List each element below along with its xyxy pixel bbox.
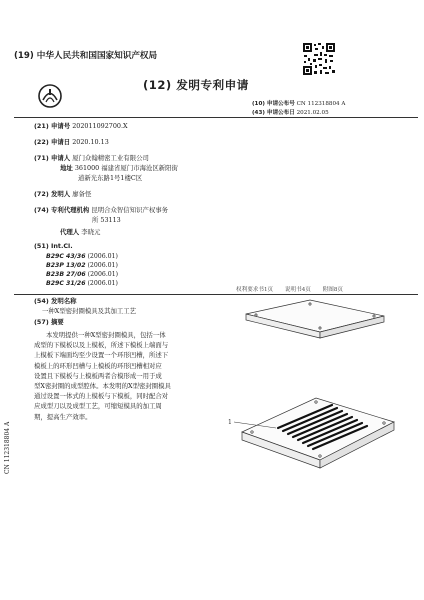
applicant <box>34 154 149 163</box>
document-type: (12) 发明专利申请 <box>143 78 249 92</box>
classification-row <box>46 253 118 260</box>
inventor-value: 廖备怪 <box>72 190 92 198</box>
agent-value: 李晓元 <box>81 228 101 236</box>
abstract-line: 本发明提供一种X型密封圈模具，包括一体 <box>46 331 166 339</box>
publication-number <box>252 99 345 107</box>
classification-date: (2006.01) <box>87 253 118 260</box>
address-label: 地址 <box>60 164 73 172</box>
abstract-line: 型X密封圈的成型腔体。本发明的X型密封圈模具 <box>34 382 171 391</box>
abstract-label: (57) 摘要 <box>34 318 64 326</box>
patent-agency-line-2: 所 53113 <box>92 216 121 224</box>
classification-code: B23P 13/02 <box>46 262 86 269</box>
publication-date-value: 2021.02.05 <box>296 110 329 116</box>
abstract-line: 应成型刀以及成型工艺，可缩短模具的加工周 <box>34 402 162 411</box>
application-date <box>34 138 109 147</box>
agent <box>60 228 100 237</box>
classification-row <box>46 280 118 287</box>
qr-code-icon <box>302 42 336 76</box>
patent-agency-line-1: 昆明合众智信知识产权事务 <box>91 206 169 214</box>
publication-date-label: (43) 申请公布日 <box>252 110 295 116</box>
address-line-2: 道新光东路1号1楼C区 <box>78 174 143 182</box>
classification-code: B23B 27/06 <box>46 271 86 278</box>
inventor-label: (72) 发明人 <box>34 190 71 198</box>
abstract-line: 通过设置一体式的上模板与下模板，同时配合对 <box>34 392 169 401</box>
classification-date: (2006.01) <box>87 271 119 278</box>
int-cl-label: (51) Int.Cl. <box>34 242 73 250</box>
application-number-label: (21) 申请号 <box>34 122 71 130</box>
abstract-line: 设置且下模板与上模板两者合模形成一用于成 <box>34 371 162 380</box>
drawings-pages: 附图8页 <box>322 287 343 293</box>
applicant-label: (71) 申请人 <box>34 154 71 162</box>
claims-pages: 权利要求书1页 <box>236 287 274 293</box>
figure-label: 1 <box>228 419 232 426</box>
publication-number-label: (10) 申请公布号 <box>252 101 295 107</box>
invention-title: 一种X型密封圈模具及其加工工艺 <box>42 307 137 315</box>
header-divider <box>14 117 418 118</box>
publication-number-value: CN 112318804 A <box>296 101 346 107</box>
abstract-line: 模板上的环形凹槽与上模板的环形凹槽相对应 <box>34 361 162 370</box>
patent-agency <box>34 206 168 215</box>
abstract-line: 期，提高生产效率。 <box>34 412 92 421</box>
office-name: (19) 中华人民共和国国家知识产权局 <box>14 51 158 61</box>
section-divider <box>14 294 418 295</box>
abstract-line: 上模板下端面均至少设置一个环形凹槽，所述下 <box>34 351 169 360</box>
publication-date <box>252 108 329 116</box>
application-number <box>34 122 128 131</box>
classification-date: (2006.01) <box>87 262 118 269</box>
inventor <box>34 190 91 199</box>
abstract-text <box>34 330 220 422</box>
cnipa-logo-icon <box>37 83 63 109</box>
upper-mold-plate <box>246 300 384 338</box>
classification-row <box>46 262 118 269</box>
classification-code: B29C 43/36 <box>46 253 86 260</box>
side-publication-number: CN 112318804 A <box>4 421 11 474</box>
application-number-value: 202011092700.X <box>72 122 128 130</box>
abstract-line: 成型的下模板以及上模板，所述下模板上端面与 <box>34 341 169 350</box>
address-line-1: 361000 福建省厦门市海沧区新阳街 <box>74 164 178 172</box>
application-date-label: (22) 申请日 <box>34 138 71 146</box>
classification-code: B29C 31/26 <box>46 280 86 287</box>
agent-label: 代理人 <box>60 228 80 236</box>
patent-agency-label: (74) 专利代理机构 <box>34 206 90 214</box>
invention-title-label: (54) 发明名称 <box>34 297 77 305</box>
lower-mold-plate <box>242 398 394 468</box>
description-pages: 说明书4页 <box>284 287 311 293</box>
classification-row <box>46 271 118 278</box>
mold-drawing <box>228 296 404 506</box>
classification-date: (2006.01) <box>87 280 118 287</box>
applicant-name: 厦门众翰精密工业有限公司 <box>72 154 149 162</box>
application-date-value: 2020.10.13 <box>72 138 109 146</box>
address <box>60 164 178 173</box>
page-counts <box>236 285 353 293</box>
